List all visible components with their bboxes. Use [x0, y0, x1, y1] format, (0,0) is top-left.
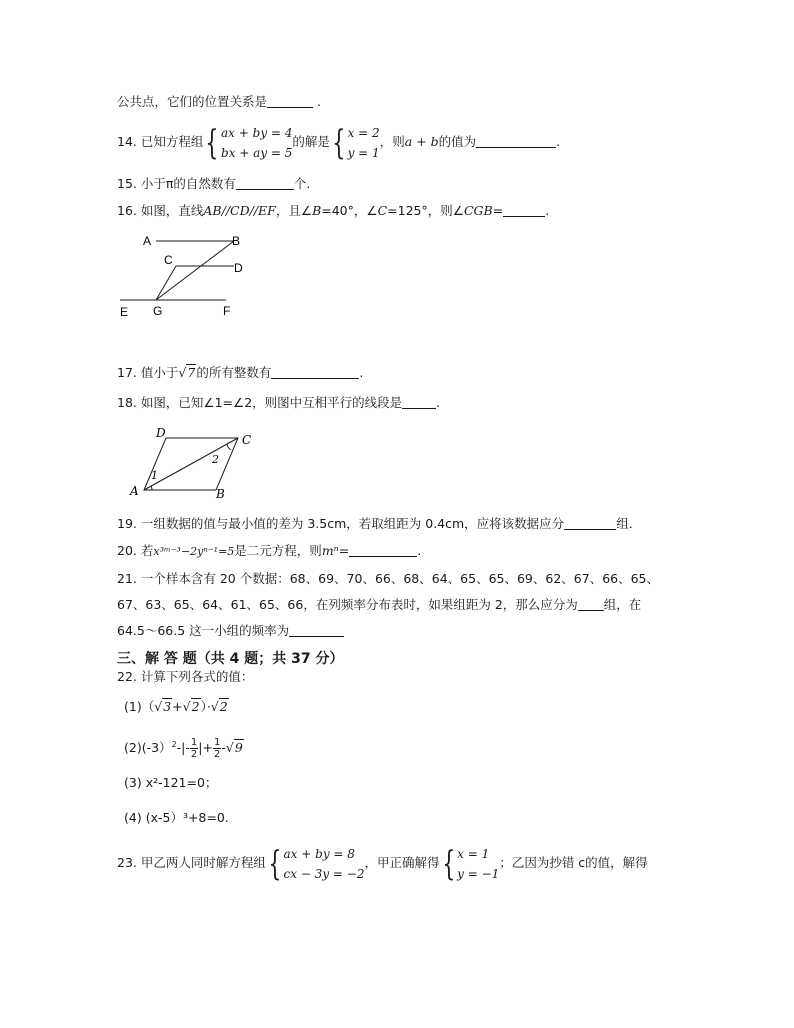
answer-blank [578, 597, 604, 611]
answer-blank [476, 134, 556, 148]
question-22: 22. 计算下列各式的值： [117, 669, 254, 684]
question-18: 18. 如图，已知∠1=∠2，则图中互相平行的线段是 . [117, 395, 441, 410]
label-e: E [120, 305, 129, 319]
answer-blank [271, 365, 359, 379]
label-f: F [223, 304, 231, 318]
question-15: 15. 小于π的自然数有 个. [117, 176, 311, 191]
question-16: 16. 如图，直线AB//CD//EF，且∠B=40°，∠C=125°，则∠CGB= . [117, 203, 550, 218]
label-c: C [242, 433, 252, 447]
question-21-line-2: 67、63、65、64、61、65、66，在列频率分布表时，如果组距为 2，那么应分为 组，在 [117, 597, 642, 612]
segment-gb [156, 241, 234, 300]
answer-blank [289, 623, 344, 637]
figure-18-parallelogram [124, 422, 264, 502]
label-g: G [153, 304, 163, 318]
question-17: 17. 值小于√7的所有整数有 . [117, 365, 364, 380]
angle-1-label: 1 [151, 469, 158, 482]
solution-system: { x = 1 y = −1 [441, 843, 500, 884]
question-20: 20. 若x³ᵐ⁻³−2yⁿ⁻¹=5是二元方程，则mⁿ= . [117, 543, 422, 558]
question-23: 23. 甲乙两人同时解方程组 { ax + by = 8 cx − 3y = −2 ，甲正确解得 { x = 1 y = −1 ；乙因为抄错 c的值，解得 [117, 843, 648, 884]
figure-16-parallel-lines [110, 228, 260, 323]
label-d: D [234, 261, 243, 275]
solution-system: { x = 2 y = 1 [332, 122, 380, 163]
answer-blank [349, 543, 417, 557]
answer-blank [503, 203, 545, 217]
question-13-tail: 公共点，它们的位置关系是 . [117, 94, 321, 109]
segment-gc [156, 266, 176, 300]
question-22-part-1: (1)（√3+√2）·√2 [124, 699, 228, 714]
answer-blank [236, 176, 294, 190]
question-22-part-3: (3) x²-121=0； [124, 775, 218, 790]
angle-1-arc [151, 486, 152, 490]
label-c: C [164, 253, 173, 267]
label-a: A [143, 234, 152, 248]
answer-blank [402, 395, 436, 409]
question-21-line-1: 21. 一个样本含有 20 个数据：68、69、70、66、68、64、65、65、69、62、67、66、65、 [117, 571, 660, 586]
equation-system: { ax + by = 8 cx − 3y = −2 [268, 843, 365, 884]
answer-blank [564, 516, 616, 530]
answer-blank [267, 94, 313, 108]
question-22-part-4: (4) (x-5）³+8=0. [124, 810, 229, 825]
equation-system: { ax + by = 4 bx + ay = 5 [205, 122, 293, 163]
question-22-part-2: (2)(-3）$^2$-|- $\frac{1}{2}$ |+ $\frac{1}{2}$ -√9 [124, 737, 243, 761]
question-14: 14. 已知方程组 { ax + by = 4 bx + ay = 5 的解是 { x = 2 y = 1 ，则a + b的值为 . [117, 122, 561, 163]
label-a: A [130, 484, 139, 498]
section-heading: 三、解 答 题（共 4 题；共 37 分） [117, 651, 344, 667]
diagonal-ac [144, 438, 238, 490]
label-b: B [232, 234, 241, 248]
question-19: 19. 一组数据的值与最小值的差为 3.5cm，若取组距为 0.4cm，应将该数据应分 组． [117, 516, 642, 531]
label-b: B [216, 487, 225, 501]
label-d: D [156, 426, 166, 440]
sqrt-7: √7 [178, 365, 196, 380]
angle-2-arc [227, 444, 231, 450]
angle-2-label: 2 [212, 453, 219, 466]
question-21-line-3: 64.5～66.5 这一小组的频率为 [117, 622, 344, 640]
